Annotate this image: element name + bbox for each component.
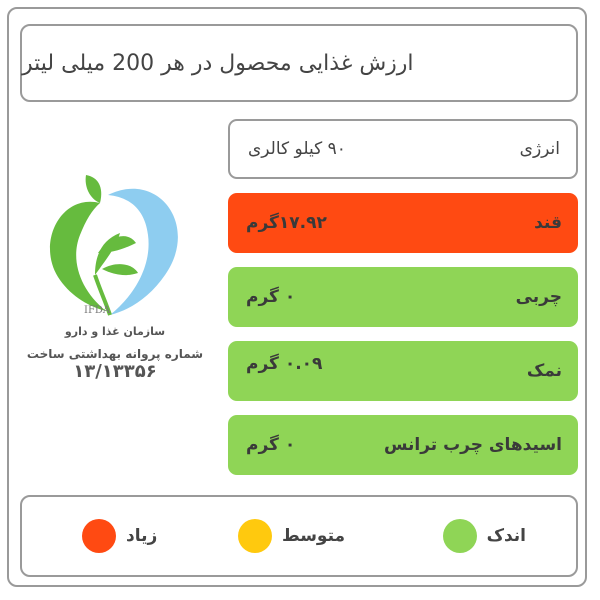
license-number: ۱۳/۱۳۳۵۶ — [73, 361, 157, 382]
trans-fat-label: اسیدهای چرب ترانس — [383, 435, 562, 455]
organization-name: سازمان غذا و دارو — [64, 325, 166, 338]
sugar-value: ۱۷.۹۲گرم — [246, 213, 327, 233]
energy-row — [228, 119, 578, 179]
legend-low — [443, 519, 536, 553]
ifda-logo — [40, 165, 190, 325]
ifda-logo-icon — [40, 165, 190, 325]
salt-value: ۰.۰۹ گرم — [246, 353, 323, 374]
trans-fat-row — [228, 415, 578, 475]
legend-medium-dot — [238, 519, 272, 553]
sugar-row — [228, 193, 578, 253]
trans-fat-value: ۰ گرم — [246, 435, 296, 455]
level-legend — [20, 495, 578, 577]
ifda-logo-name: IFDA — [84, 305, 111, 316]
energy-value: ۹۰ کیلو کالری — [248, 139, 346, 159]
salt-row — [228, 341, 578, 401]
energy-label: انرژی — [519, 139, 560, 159]
legend-low-dot — [443, 519, 477, 553]
legend-medium — [238, 519, 355, 553]
fat-row — [228, 267, 578, 327]
legend-high-dot — [82, 519, 116, 553]
fat-value: ۰ گرم — [246, 287, 296, 307]
fat-label: چربی — [515, 287, 562, 307]
salt-label: نمک — [526, 361, 562, 381]
legend-low-label: اندک — [486, 526, 526, 546]
sugar-label: قند — [534, 213, 562, 233]
title-text: ارزش غذایی محصول در هر 200 میلی لیتر — [22, 50, 414, 76]
legend-high — [82, 519, 167, 553]
nutrition-title — [20, 24, 578, 102]
license-label: شماره پروانه بهداشتی ساخت — [26, 347, 204, 361]
legend-high-label: زیاد — [126, 526, 158, 546]
legend-medium-label: متوسط — [282, 526, 346, 546]
